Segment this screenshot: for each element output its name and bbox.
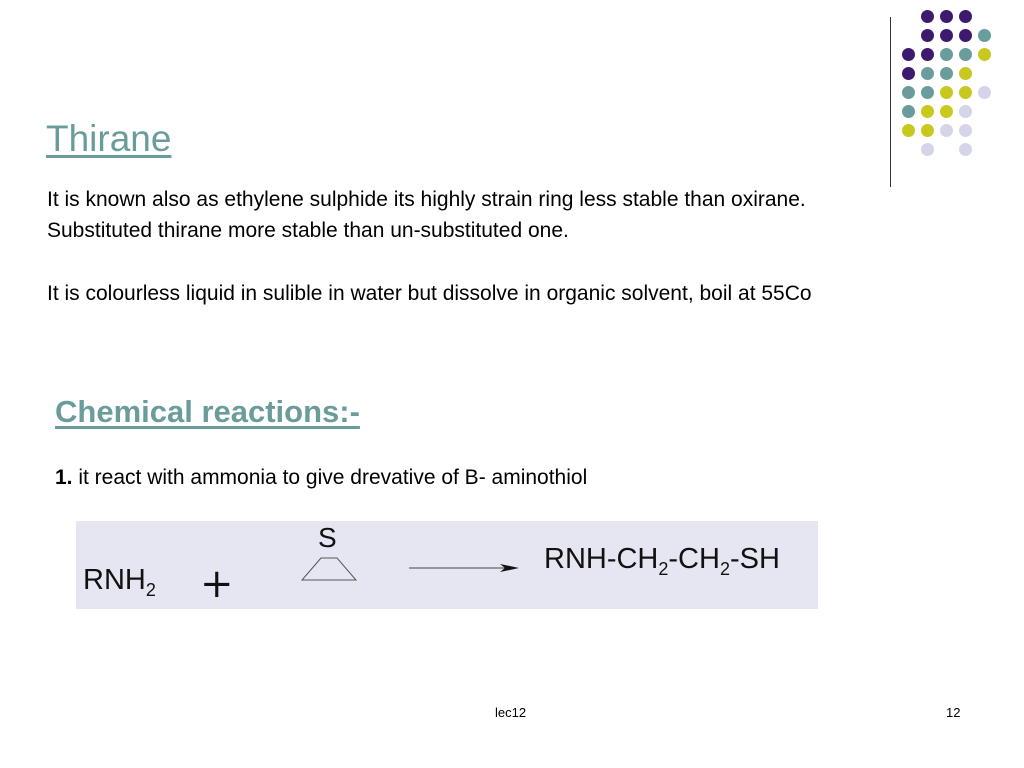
decorative-dot <box>959 29 972 42</box>
decorative-dot <box>902 105 915 118</box>
reaction-product: RNH-$CH_2-CH_2-SH$ <box>544 543 780 579</box>
footer-page-number: 12 <box>946 705 961 720</box>
decorative-dot <box>921 48 934 61</box>
footer-lecture-label: lec12 <box>495 705 527 720</box>
decorative-dot <box>978 48 991 61</box>
decorative-dot <box>902 86 915 99</box>
decorative-dot <box>940 48 953 61</box>
thiirane-ring-icon <box>302 558 356 580</box>
decorative-dot <box>921 29 934 42</box>
decorative-dot <box>921 86 934 99</box>
decorative-dot <box>921 124 934 137</box>
decorative-dot <box>940 124 953 137</box>
decorative-dot <box>959 124 972 137</box>
decorative-dot <box>902 67 915 80</box>
section-title: Chemical reactions:- <box>55 394 360 429</box>
slide-title: Thirane <box>46 118 172 159</box>
decorative-dot <box>959 48 972 61</box>
decorative-dot <box>978 29 991 42</box>
plus-sign: + <box>200 561 234 607</box>
decorative-dot <box>959 86 972 99</box>
decorative-dot <box>940 67 953 80</box>
decorative-dot <box>921 10 934 23</box>
decorative-dot <box>902 48 915 61</box>
decorative-dot <box>959 105 972 118</box>
decorative-dot <box>940 29 953 42</box>
decorative-dot <box>959 143 972 156</box>
decorative-dot <box>959 67 972 80</box>
decorative-dot <box>940 105 953 118</box>
reaction-scheme <box>76 521 818 609</box>
paragraph-intro: It is known also as ethylene sulphide its highly strain ring less stable than oxirane. Substituted thirane more stable than un-substituted one. <box>47 188 806 242</box>
decorative-dot <box>978 86 991 99</box>
paragraph-properties: It is colourless liquid in sulible in water but dissolve in organic solvent, boil at 55Co <box>47 282 812 305</box>
list-item-number: 1. <box>55 466 73 489</box>
list-item <box>55 466 587 490</box>
decorative-divider-line <box>890 17 891 187</box>
list-item-text: it react with ammonia to give drevative of B- aminothiol <box>72 466 588 489</box>
decorative-dot <box>959 10 972 23</box>
decorative-dot <box>921 105 934 118</box>
decorative-dot <box>921 143 934 156</box>
sulfur-atom-label: S <box>318 522 337 553</box>
decorative-dot-grid <box>902 10 1012 170</box>
decorative-dot <box>902 124 915 137</box>
reactant-amine: $RNH_2$ <box>83 564 156 600</box>
decorative-dot <box>921 67 934 80</box>
decorative-dot <box>940 86 953 99</box>
decorative-dot <box>940 10 953 23</box>
